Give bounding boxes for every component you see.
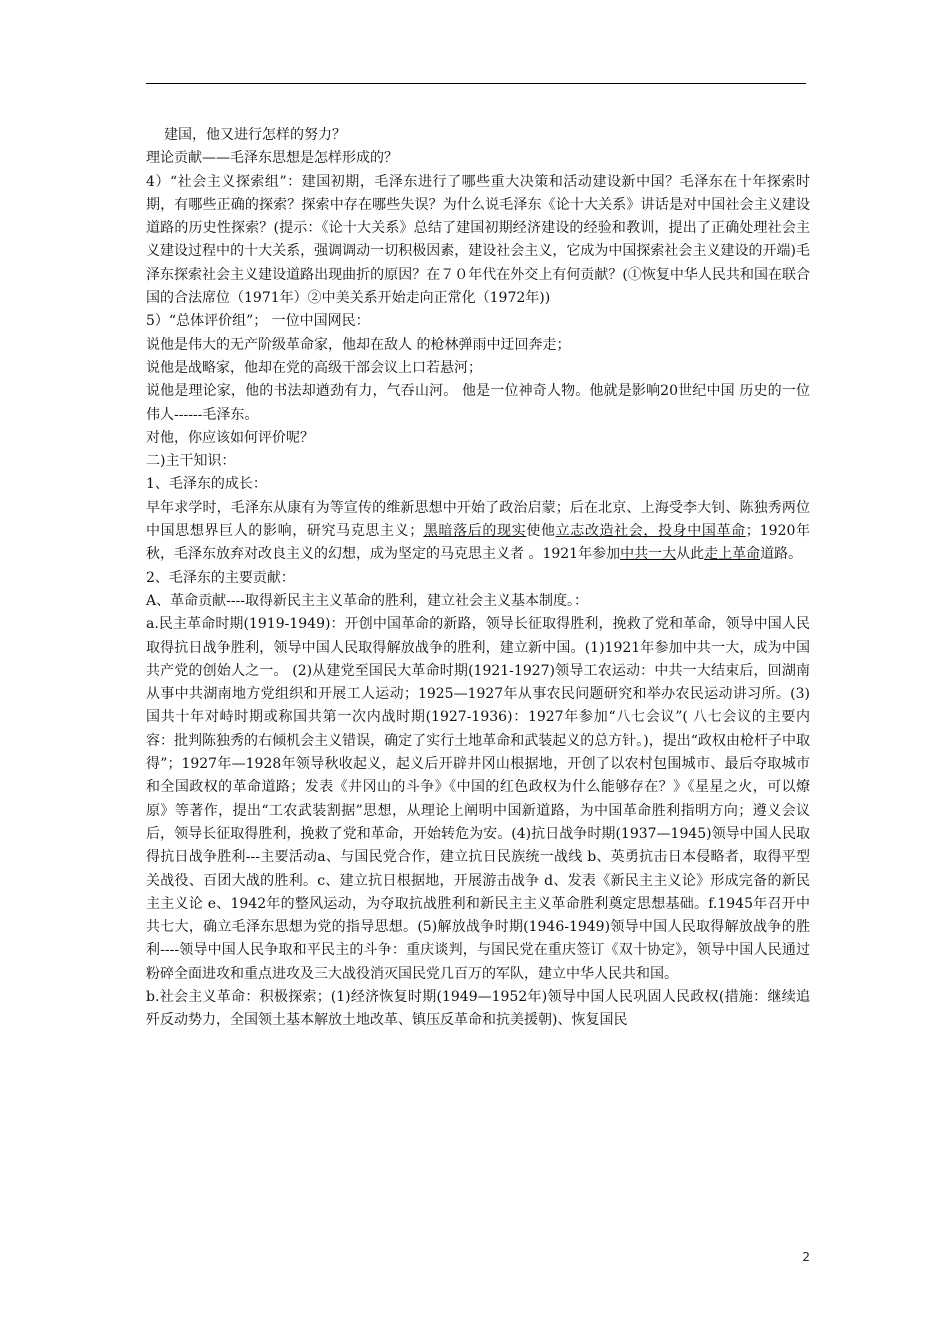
paragraph: A、革命贡献----取得新民主主义革命的胜利，建立社会主义基本制度。： [146, 592, 589, 609]
paragraph: 4）“社会主义探索组”：建国初期，毛泽东进行了哪些重大决策和活动建设新中国？毛泽东在十年探索时期，有哪些正确的探索？探索中存在哪些失误？为什么说毛泽东《论十大关系》讲话是对中国社会主义建设道路的历史性探索？(提示：《论十大关系》总结了建国初期经济建设的经验和教训，提出了正确处理社会主义建设过程中的十大关系，强调调动一切积极因素，建设社会主义，它成为中国探索社会主义建设的开端)毛泽东探索社会主义建设道路出现曲折的原因？在７０年代在外交上有何贡献？(①恢复中华人民共和国在联合国的合法席位（1971年）②中美关系开始走向正常化（1972年)) [146, 173, 810, 307]
underlined-phrase: 黑暗落后的现实 [423, 523, 527, 540]
document-body [146, 124, 810, 1033]
paragraph: b.社会主义革命：积极探索；(1)经济恢复时期(1949—1952年)领导中国人民巩固人民政权(措施：继续追歼反动势力，全国领土基本解放土地改革、镇压反革命和抗美援朝)、恢复国民 [146, 988, 810, 1029]
header-rule [146, 83, 806, 84]
underlined-phrase: 走上革命 [704, 546, 761, 563]
growth-text: 道路。 [760, 546, 803, 563]
underlined-phrase: 立志改造社会，投身中国革命 [555, 523, 746, 540]
paragraph: 建国，他又进行怎样的努力？ [164, 127, 346, 143]
page-number: 2 [802, 1250, 810, 1264]
growth-text: ；1920年秋，毛泽东放弃对改良主义的幻想，成为坚定的马克思主义者 。1921年参加 [146, 523, 811, 563]
paragraph: 对他，你应该如何评价呢？ [146, 429, 314, 446]
growth-paragraph [146, 497, 810, 567]
subsection-heading: 2、毛泽东的主要贡献： [146, 569, 295, 586]
paragraph: a.民主革命时期(1919-1949)：开创中国革命的新路，领导长征取得胜利，挽救了党和革命，领导中国人民取得抗日战争胜利，领导中国人民取得解放战争的胜利，建立新中国。(1)1921年参加中共一大，成为中国共产党的创始人之一。 (2)从建党至国民大革命时期(1921-1927)领导工农运动：中共一大结束后，回湖南从事中共湖南地方党组织和开展工人运动；1925—1927年从事农民问题研究和举办农民运动讲习所。(3)国共十年对峙时期或称国共第一次内战时期(1927-1936)：1927年参加“八七会议”( 八七会议的主要内容：批判陈独秀的右倾机会主义错误，确定了实行土地革命和武装起义的总方针。)，提出“政权由枪杆子中取得”；1927年—1928年领导秋收起义，起义后开辟井冈山根据地，开创了以农村包围城市、最后夺取城市和全国政权的革命道路；发表《井冈山的斗争》《中国的红色政权为什么能够存在？》《星星之火，可以燎原》等著作，提出“工农武装割据”思想，从理论上阐明中国新道路，为中国革命胜利指明方向；遵义会议后，领导长征取得胜利，挽救了党和革命，开始转危为安。(4)抗日战争时期(1937—1945)领导中国人民取得抗日战争胜利---主要活动a、与国民党合作，建立抗日民族统一战线 b、英勇抗击日本侵略者，取得平型关战役、百团大战的胜利。c、建立抗日根据地，开展游击战争 d、发表《新民主主义论》形成完备的新民主主义论 e、1942年的整风运动，为夺取抗战胜利和新民主主义革命胜利奠定思想基础。f.1945年召开中共七大，确立毛泽东思想为党的指导思想。(5)解放战争时期(1946-1949)领导中国人民取得解放战争的胜利----领导中国人民争取和平民主的斗争：重庆谈判，与国民党在重庆签订《双十协定》，领导中国人民通过粉碎全面进攻和重点进攻及三大战役消灭国民党几百万的军队，建立中华人民共和国。 [146, 616, 810, 982]
paragraph: 说他是伟大的无产阶级革命家，他却在敌人 的枪林弹雨中迂回奔走； [146, 336, 571, 353]
paragraph: 说他是战略家，他却在党的高级干部会议上口若悬河； [146, 359, 482, 376]
subsection-heading: 1、毛泽东的成长： [146, 476, 267, 493]
paragraph: 理论贡献——毛泽东思想是怎样形成的？ [146, 150, 398, 167]
growth-text: 早年求学时，毛泽东从康有为等宣传的维新思想中开始了政治启蒙；后在北京、上海受李大钊、陈独秀两位中国思想界巨人的影响，研究马克思主义； [146, 499, 810, 540]
growth-text: 从此 [676, 546, 705, 563]
paragraph: 说他是理论家，他的书法却遒劲有力，气吞山河。 他是一位神奇人物。他就是影响20世纪中国 历史的一位伟人------毛泽东。 [146, 383, 810, 423]
paragraph: 5）“总体评价组”； 一位中国网民： [146, 313, 370, 330]
underlined-phrase: 中共一大 [620, 546, 677, 563]
growth-text: 使他 [526, 523, 556, 540]
section-heading: 二)主干知识： [146, 453, 236, 470]
